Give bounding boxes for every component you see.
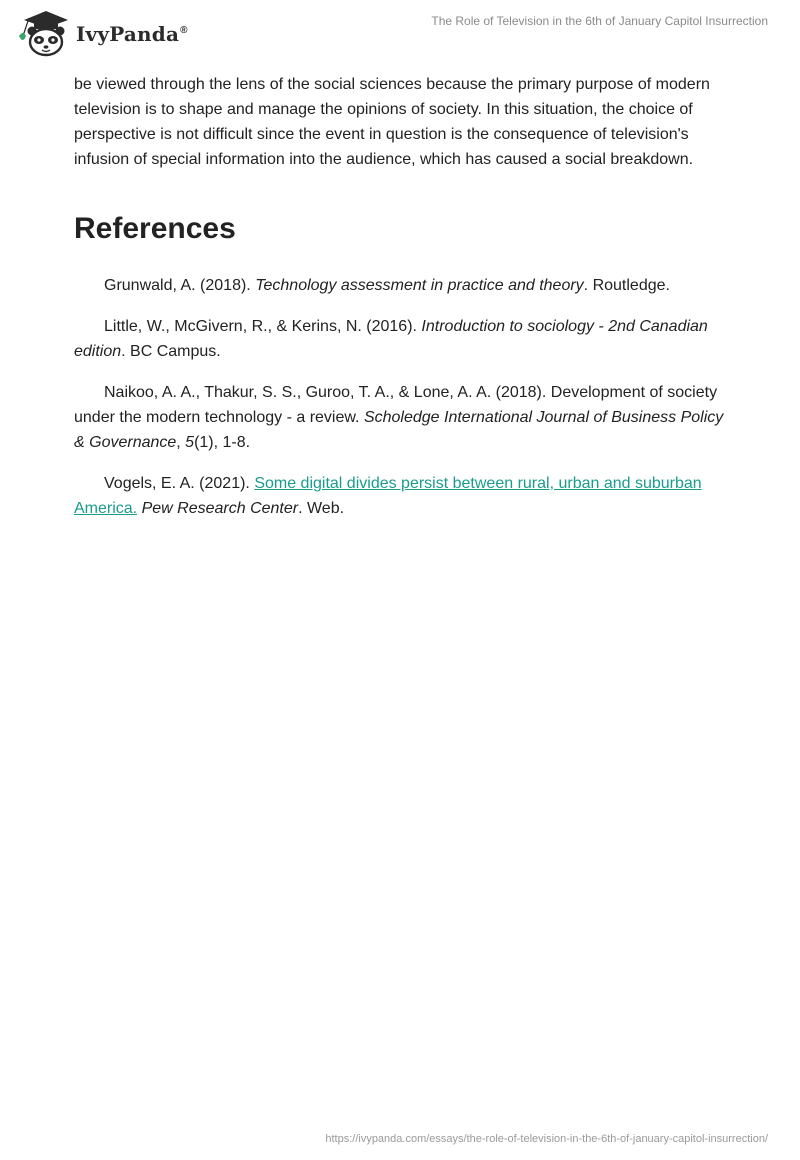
body-paragraph: be viewed through the lens of the social sciences because the primary purpose of modern television is to shape and manage the opinions of society. In this situation, the choice of perspective is not difficult since the event in question is the consequence of television's infusion of special information into the audience, which has caused a social breakdown. <box>74 76 710 168</box>
reference-entry-naikoo: Naikoo, A. A., Thakur, S. S., Guroo, T. A., & Lone, A. A. (2018). Development of society under the modern technology - a review. Scholedge International Journal of Business Policy & Governance, 5(1), 1-8. <box>74 384 724 451</box>
reference-entry-vogels: Vogels, E. A. (2021). Some digital divides persist between rural, urban and suburban America. Pew Research Center. Web. <box>74 475 702 517</box>
reference-entry-little: Little, W., McGivern, R., & Kerins, N. (2016). Introduction to sociology - 2nd Canadian edition. BC Campus. <box>74 318 708 360</box>
reference-entry-grunwald: Grunwald, A. (2018). Technology assessment in practice and theory. Routledge. <box>104 277 670 294</box>
reference-link-vogels[interactable]: Some digital divides persist between rural, urban and suburban America. <box>74 475 702 517</box>
brand-name: IvyPanda® <box>76 22 188 46</box>
page-header <box>0 0 800 60</box>
footer-source-url[interactable]: https://ivypanda.com/essays/the-role-of-television-in-the-6th-of-january-capitol-insurrection/ <box>325 1133 768 1145</box>
references-heading: References <box>74 212 236 245</box>
references-list <box>74 273 726 537</box>
running-title: The Role of Television in the 6th of January Capitol Insurrection <box>431 14 768 28</box>
panda-graduation-cap-icon <box>14 8 74 58</box>
registered-mark: ® <box>180 25 188 37</box>
ivypanda-logo[interactable] <box>14 8 188 58</box>
